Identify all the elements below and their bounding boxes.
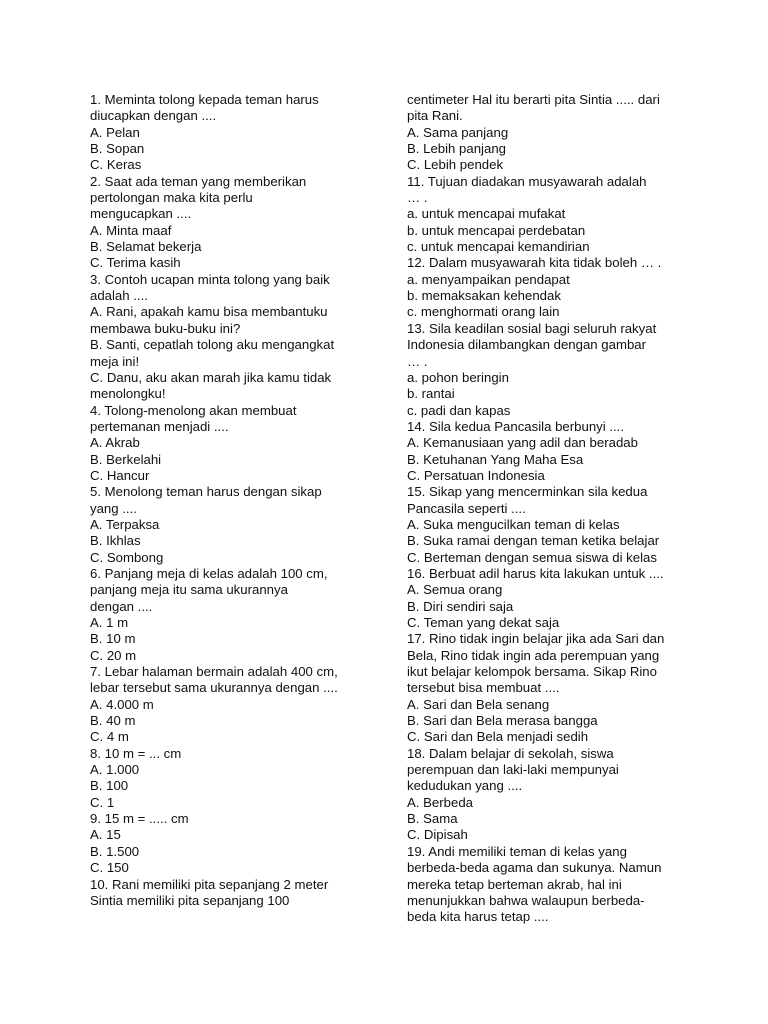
text-line: B. Santi, cepatlah tolong aku mengangkat — [90, 337, 335, 353]
text-line: c. menghormati orang lain — [407, 304, 560, 320]
text-line: B. Ketuhanan Yang Maha Esa — [407, 451, 584, 467]
text-line: C. Hancur — [90, 467, 150, 483]
text-line: 9. 15 m = ..... cm — [90, 811, 189, 827]
text-line: 11. Tujuan diadakan musyawarah adalah — [407, 173, 647, 189]
text-line: 6. Panjang meja di kelas adalah 100 cm, — [90, 565, 328, 581]
text-line: 7. Lebar halaman bermain adalah 400 cm, — [90, 664, 338, 680]
text-line: yang .... — [90, 500, 137, 516]
text-line: b. memaksakan kehendak — [407, 288, 561, 304]
text-line: Indonesia dilambangkan dengan gambar — [407, 337, 647, 353]
text-line: B. Berkelahi — [90, 451, 162, 467]
text-line: diucapkan dengan .... — [90, 108, 217, 124]
text-line: 19. Andi memiliki teman di kelas yang — [407, 843, 627, 859]
text-line: B. Diri sendiri saja — [407, 598, 514, 614]
text-line: A. 1 m — [90, 615, 129, 630]
text-line: A. Rani, apakah kamu bisa membantuku — [90, 304, 328, 320]
text-line: A. Berbeda — [407, 794, 473, 810]
text-line: membawa buku-buku ini? — [90, 320, 241, 336]
text-line: c. padi dan kapas — [407, 402, 511, 418]
text-line: 5. Menolong teman harus dengan sikap — [90, 484, 322, 500]
text-line: … . — [407, 353, 428, 369]
text-line: 15. Sikap yang mencerminkan sila kedua — [407, 484, 648, 500]
text-line: kedudukan yang .... — [407, 778, 523, 794]
text-line: berbeda-beda agama dan sukunya. Namun — [407, 860, 662, 876]
text-line: A. Terpaksa — [90, 516, 160, 532]
text-line: a. menyampaikan pendapat — [407, 271, 570, 287]
text-line: A. Suka mengucilkan teman di kelas — [407, 516, 620, 532]
text-line: Bela, Rino tidak ingin ada perempuan yang — [407, 647, 660, 663]
text-line: C. 20 m — [90, 647, 137, 663]
text-line: mengucapkan .... — [90, 206, 192, 222]
text-line: lebar tersebut sama ukurannya dengan .... — [90, 680, 338, 696]
text-line: B. Lebih panjang — [407, 141, 506, 157]
text-line: C. Sari dan Bela menjadi sedih — [407, 729, 589, 745]
text-line: C. 4 m — [90, 729, 129, 745]
text-line: meja ini! — [90, 353, 140, 369]
text-line: A. Pelan — [90, 124, 140, 140]
text-line: pertolongan maka kita perlu — [90, 190, 253, 206]
text-line: 12. Dalam musyawarah kita tidak boleh … . — [407, 255, 662, 271]
text-line: 17. Rino tidak ingin belajar jika ada Sari dan — [407, 631, 665, 647]
text-line: a. untuk mencapai mufakat — [407, 206, 566, 222]
text-line: C. 150 — [90, 860, 129, 876]
text-line: A. 1.000 — [90, 762, 140, 778]
text-line: centimeter Hal itu berarti pita Sintia ..... dari — [407, 92, 660, 107]
text-line: 10. Rani memiliki pita sepanjang 2 meter — [90, 876, 329, 892]
text-line: B. Sopan — [90, 141, 145, 157]
text-line: 16. Berbuat adil harus kita lakukan untuk .... — [407, 565, 664, 581]
text-line: A. 4.000 m — [90, 696, 154, 712]
text-line: B. Selamat bekerja — [90, 239, 202, 255]
text-line: C. Keras — [90, 157, 142, 173]
text-line: b. rantai — [407, 386, 455, 402]
text-line: 18. Dalam belajar di sekolah, siswa — [407, 745, 614, 761]
text-line: beda kita harus tetap .... — [407, 909, 549, 925]
text-line: B. Sama — [407, 811, 458, 827]
text-line: 8. 10 m = ... cm — [90, 745, 182, 761]
right-text-column — [407, 92, 689, 926]
text-line: pertemanan menjadi .... — [90, 418, 229, 434]
text-line: menolongku! — [90, 386, 166, 402]
text-line: 1. Meminta tolong kepada teman harus — [90, 92, 319, 107]
text-line: dengan .... — [90, 598, 153, 614]
text-line: pita Rani. — [407, 108, 463, 124]
text-line: C. Sombong — [90, 549, 164, 565]
text-line: A. Sama panjang — [407, 124, 509, 140]
text-line: B. 100 — [90, 778, 129, 794]
text-line: B. 10 m — [90, 631, 136, 647]
text-line: … . — [407, 190, 428, 206]
text-line: panjang meja itu sama ukurannya — [90, 582, 288, 598]
text-line: 4. Tolong-menolong akan membuat — [90, 402, 297, 418]
text-line: a. pohon beringin — [407, 369, 509, 385]
text-line: 14. Sila kedua Pancasila berbunyi .... — [407, 418, 624, 434]
text-line: A. Minta maaf — [90, 222, 172, 238]
text-line: C. Persatuan Indonesia — [407, 467, 545, 483]
text-line: B. Ikhlas — [90, 533, 141, 549]
text-line: A. Semua orang — [407, 582, 503, 598]
text-line: 2. Saat ada teman yang memberikan — [90, 173, 307, 189]
text-line: A. Sari dan Bela senang — [407, 696, 550, 712]
text-line: B. Sari dan Bela merasa bangga — [407, 713, 598, 729]
text-line: C. Danu, aku akan marah jika kamu tidak — [90, 369, 332, 385]
text-line: menunjukkan bahwa walaupun berbeda- — [407, 892, 645, 908]
text-line: A. Akrab — [90, 435, 140, 451]
text-line: tersebut bisa membuat .... — [407, 680, 560, 696]
text-line: C. Teman yang dekat saja — [407, 615, 560, 630]
text-line: C. 1 — [90, 794, 115, 810]
text-line: C. Terima kasih — [90, 255, 181, 271]
text-line: c. untuk mencapai kemandirian — [407, 239, 590, 255]
text-line: b. untuk mencapai perdebatan — [407, 222, 586, 238]
text-line: B. 1.500 — [90, 843, 140, 859]
text-line: adalah .... — [90, 288, 148, 304]
text-line: 3. Contoh ucapan minta tolong yang baik — [90, 271, 330, 287]
text-line: C. Dipisah — [407, 827, 468, 843]
text-line: ikut belajar kelompok bersama. Sikap Rino — [407, 664, 657, 680]
text-line: 13. Sila keadilan sosial bagi seluruh rakyat — [407, 320, 657, 336]
text-line: A. Kemanusiaan yang adil dan beradab — [407, 435, 638, 451]
text-line: B. Suka ramai dengan teman ketika belajar — [407, 533, 660, 549]
text-line: C. Lebih pendek — [407, 157, 504, 173]
text-line: B. 40 m — [90, 713, 136, 729]
text-line: Pancasila seperti .... — [407, 500, 526, 516]
text-line: perempuan dan laki-laki mempunyai — [407, 762, 619, 778]
text-line: C. Berteman dengan semua siswa di kelas — [407, 549, 657, 565]
text-line: mereka tetap berteman akrab, hal ini — [407, 876, 622, 892]
left-text-column — [90, 92, 360, 909]
text-line: A. 15 — [90, 827, 121, 843]
text-line: Sintia memiliki pita sepanjang 100 — [90, 892, 290, 908]
